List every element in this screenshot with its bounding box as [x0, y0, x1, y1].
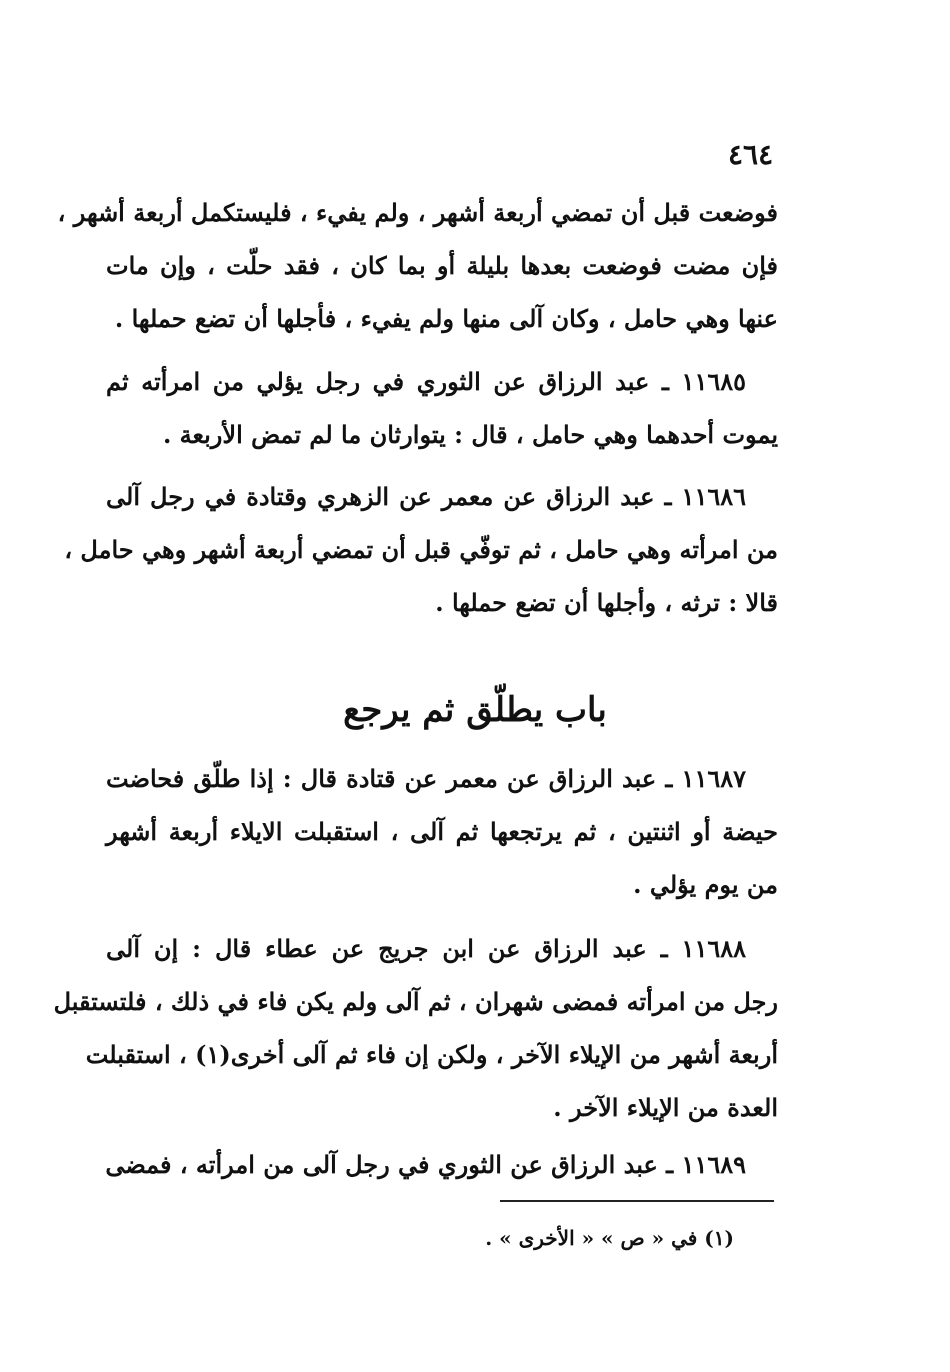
- text-line: من يوم يؤلي .: [633, 870, 778, 899]
- text-line: رجل من امرأته فمضى شهران ، ثم آلى ولم يكن فاء في ذلك ، فلتستقبل: [53, 987, 778, 1016]
- text-line: قالا : ترثه ، وأجلها أن تضع حملها .: [435, 588, 778, 617]
- text-line: من امرأته وهي حامل ، ثم توفّي قبل أن تمضي أربعة أشهر وهي حامل ،: [64, 535, 778, 564]
- paragraph-continuation: [57, 186, 778, 345]
- hadith-11689: [106, 1138, 778, 1191]
- chapter-title: باب يطلّق ثم يرجع: [343, 690, 607, 730]
- hadith-11686: [64, 470, 778, 629]
- text-line: ١١٦٨٧ ـ عبد الرزاق عن معمر عن قتادة قال : إذا طلّق فحاضت: [106, 764, 746, 793]
- hadith-11685: [106, 355, 778, 461]
- text-line: أربعة أشهر من الإيلاء الآخر ، ولكن إن فاء ثم آلى أخرى(١) ، استقبلت: [85, 1040, 778, 1069]
- text-line: عنها وهي حامل ، وكان آلى منها ولم يفيء ، فأجلها أن تضع حملها .: [114, 304, 778, 333]
- text-line: يموت أحدهما وهي حامل ، قال : يتوارثان ما لم تمض الأربعة .: [162, 420, 778, 449]
- hadith-11687: [106, 752, 778, 911]
- footnote-separator: [500, 1200, 774, 1202]
- text-line: حيضة أو اثنتين ، ثم يرتجعها ثم آلى ، استقبلت الايلاء أربعة أشهر: [106, 817, 778, 846]
- text-line: فإن مضت فوضعت بعدها بليلة أو بما كان ، فقد حلّت ، وإن مات: [106, 251, 778, 280]
- text-line: فوضعت قبل أن تمضي أربعة أشهر ، ولم يفيء ، فليستكمل أربعة أشهر ،: [57, 198, 778, 227]
- text-line: العدة من الإيلاء الآخر .: [553, 1093, 778, 1122]
- text-line: ١١٦٨٥ ـ عبد الرزاق عن الثوري في رجل يؤلي من امرأته ثم: [106, 367, 746, 396]
- page-number: ٤٦٤: [728, 138, 774, 171]
- footnote: (١) في « ص » « الأخرى » .: [485, 1226, 734, 1250]
- text-line: ١١٦٨٦ ـ عبد الرزاق عن معمر عن الزهري وقتادة في رجل آلى: [106, 482, 746, 511]
- text-line: ١١٦٨٩ ـ عبد الرزاق عن الثوري في رجل آلى من امرأته ، فمضى: [105, 1150, 746, 1179]
- text-line: ١١٦٨٨ ـ عبد الرزاق عن ابن جريج عن عطاء قال : إن آلى: [106, 934, 746, 963]
- hadith-11688: [53, 922, 778, 1134]
